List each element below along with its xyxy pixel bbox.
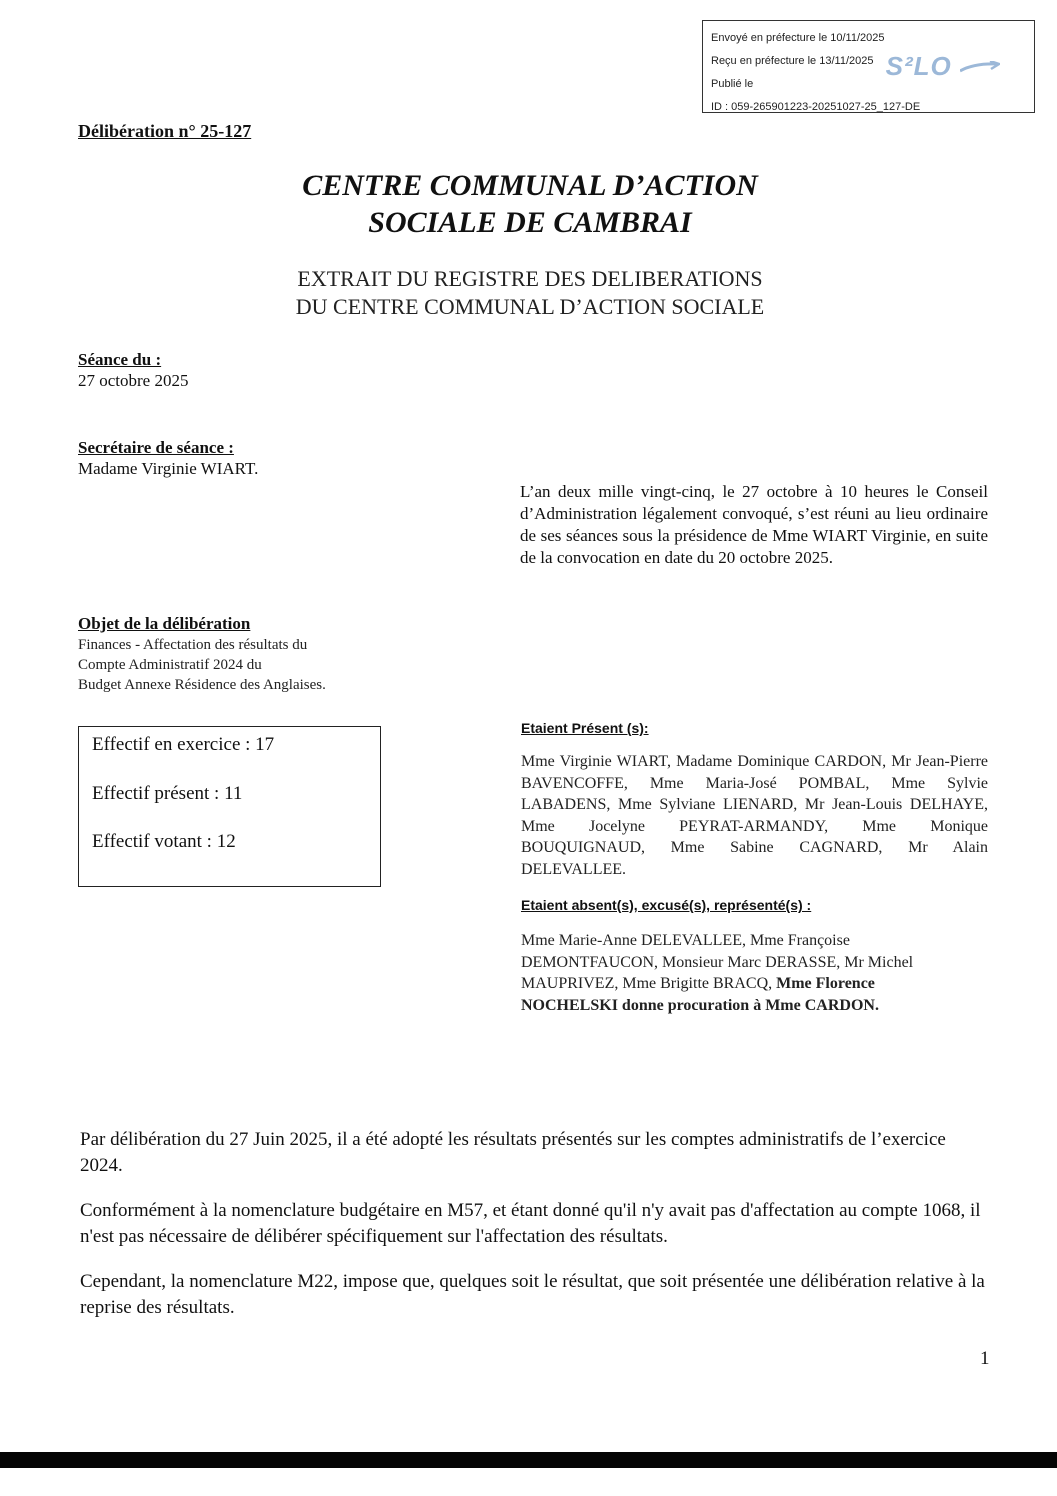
absents-line-3-bold: Mme Florence [776, 975, 875, 992]
objet-line-3: Budget Annexe Résidence des Anglaises. [78, 677, 326, 693]
effectif-present: Effectif présent : 11 [92, 783, 243, 804]
effectif-exercice: Effectif en exercice : 17 [92, 734, 275, 755]
procuration-note: NOCHELSKI donne procuration à Mme CARDON. [521, 996, 879, 1014]
absents-line-3-text: MAUPRIVEZ, Mme Brigitte BRACQ, [521, 975, 773, 992]
absents-line-1: Mme Marie-Anne DELEVALLEE, Mme Françoise [521, 932, 850, 949]
effectif-votant: Effectif votant : 12 [92, 831, 236, 852]
seance-label: Séance du : [78, 350, 162, 369]
prefecture-stamp [702, 20, 1035, 113]
title-line-2: SOCIALE DE CAMBRAI [368, 206, 692, 239]
s2lo-logo-text: S²LO [885, 51, 952, 81]
stamp-recu: Reçu en préfecture le 13/11/2025 [711, 55, 874, 67]
intro-paragraph: L’an deux mille vingt-cinq, le 27 octobre à 10 heures le Conseil d’Administration légalement convoqué, s’est réuni au lieu ordinaire de ses séances sous la présidence de Mme WIART Virginie, en suite de la convocation en date du 20 octobre 2025. [520, 482, 988, 567]
page-number: 1 [980, 1348, 990, 1369]
effectif-box [78, 726, 381, 887]
body-paragraph-3: Cependant, la nomenclature M22, impose que, quelques soit le résultat, que soit présentée une délibération relative à la reprise des résultats. [80, 1271, 985, 1318]
presents-label: Etaient Présent (s): [521, 720, 649, 736]
objet-label: Objet de la délibération [78, 614, 251, 633]
s2lo-logo [886, 51, 1000, 82]
absents-line-2: DEMONTFAUCON, Monsieur Marc DERASSE, Mr Michel [521, 953, 914, 971]
absents-line-3 [521, 973, 991, 995]
extrait-line-2: DU CENTRE COMMUNAL D’ACTION SOCIALE [295, 294, 765, 319]
seance-date: 27 octobre 2025 [78, 371, 189, 390]
secretaire-name: Madame Virginie WIART. [78, 459, 259, 478]
objet-line-1: Finances - Affectation des résultats du [78, 637, 308, 653]
absents-names [521, 930, 991, 1016]
body-paragraph-2: Conformément à la nomenclature budgétaire en M57, et étant donné qu'il n'y avait pas d'affectation au compte 1068, il n'est pas nécessaire de délibérer spécifiquement sur l'affectation des résultats. [80, 1200, 981, 1247]
absents-label: Etaient absent(s), excusé(s), représenté(s) : [521, 897, 812, 913]
scan-bottom-edge [0, 1452, 1057, 1468]
presents-names: Mme Virginie WIART, Madame Dominique CARDON, Mr Jean-Pierre BAVENCOFFE, Mme Maria-José POMBAL, Mme Sylvie LABADENS, Mme Sylviane LIENARD, Mr Jean-Louis DELHAYE, Mme Jocelyne PEYRAT-ARMANDY, Mme Monique BOUQUIGNAUD, Mme Sabine CAGNARD, Mr Alain DELEVALLEE. [521, 753, 988, 878]
body-paragraph-1: Par délibération du 27 Juin 2025, il a été adopté les résultats présentés sur les comptes administratifs de l’exercice 2024. [80, 1129, 946, 1176]
stamp-publie: Publié le [711, 78, 754, 90]
extrait-line-1: EXTRAIT DU REGISTRE DES DELIBERATIONS [297, 266, 763, 291]
secretaire-label: Secrétaire de séance : [78, 438, 234, 457]
deliberation-number: Délibération n° 25-127 [78, 121, 252, 141]
title-line-1: CENTRE COMMUNAL D’ACTION [302, 169, 758, 202]
stamp-envoye: Envoyé en préfecture le 10/11/2025 [711, 32, 885, 44]
objet-line-2: Compte Administratif 2024 du [78, 657, 262, 673]
stamp-id: ID : 059-265901223-20251027-25_127-DE [711, 101, 921, 113]
arrow-icon [960, 61, 1000, 75]
